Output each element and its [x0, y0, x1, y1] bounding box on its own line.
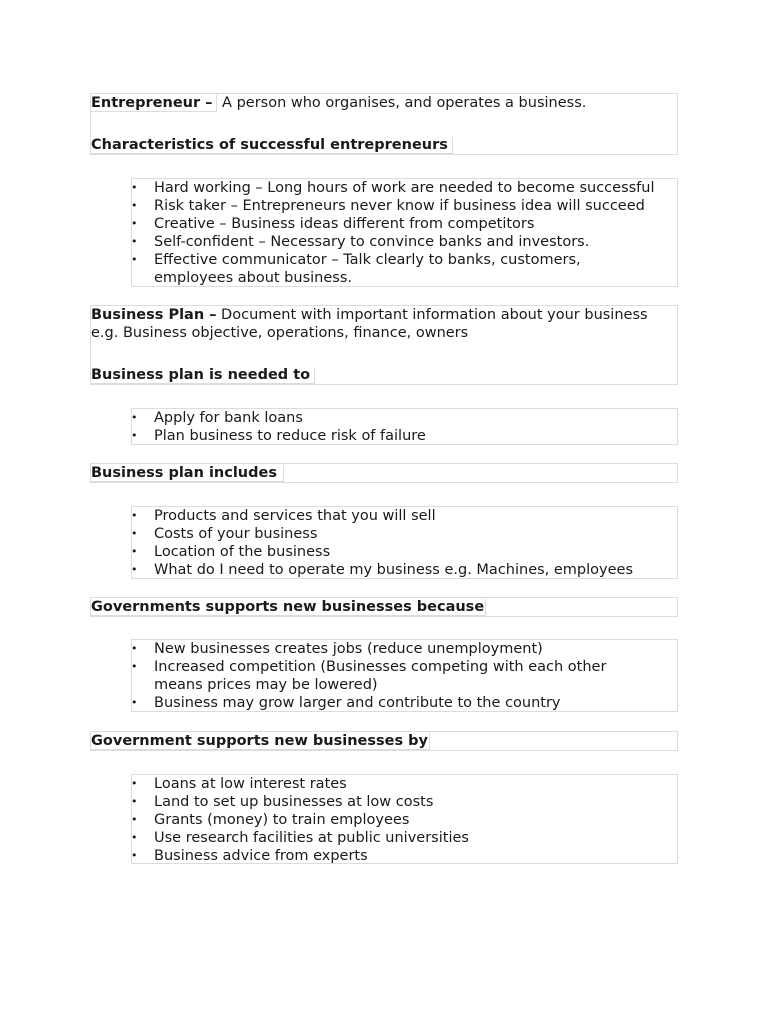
business-plan-needed-heading-text: Business plan is needed to [91, 367, 315, 384]
list-item: • Land to set up businesses at low costs [131, 793, 677, 811]
list-item: • Increased competition (Businesses competing with each other means prices may be lowered) [131, 658, 654, 694]
list-item: • Self-confident – Necessary to convince banks and investors. [131, 233, 677, 251]
list-item: • Business advice from experts [131, 847, 677, 865]
includes-list [131, 507, 677, 579]
characteristics-list [131, 179, 677, 287]
includes-heading-text: Business plan includes [91, 465, 284, 482]
gov-because-list [131, 640, 677, 712]
gov-by-heading-text: Government supports new businesses by [91, 733, 428, 749]
business-plan-definition [91, 306, 676, 342]
entrepreneur-definition: A person who organises, and operates a business. [217, 95, 587, 111]
characteristics-heading [91, 136, 453, 154]
list-item: • Location of the business [131, 543, 677, 561]
list-item: • Creative – Business ideas different from competitors [131, 215, 677, 233]
business-plan-definition-text: Document with important information about your business e.g. Business objective, operations, finance, owners [91, 307, 648, 341]
entrepreneur-term: Entrepreneur – [91, 95, 217, 112]
list-item: • Apply for bank loans [131, 409, 677, 427]
list-item: • Products and services that you will sell [131, 507, 677, 525]
characteristics-heading-text: Characteristics of successful entrepreneurs [91, 137, 453, 154]
list-item: • Loans at low interest rates [131, 775, 677, 793]
business-plan-needed-heading [91, 366, 315, 384]
list-item: • What do I need to operate my business e.g. Machines, employees [131, 561, 677, 579]
list-item: • Business may grow larger and contribute to the country [131, 694, 677, 712]
list-item: • New businesses creates jobs (reduce unemployment) [131, 640, 677, 658]
list-item: • Effective communicator – Talk clearly to banks, customers, employees about business. [131, 251, 614, 287]
gov-because-heading [91, 598, 486, 616]
entrepreneur-definition-line [91, 94, 586, 112]
list-item: • Hard working – Long hours of work are needed to become successful [131, 179, 677, 197]
business-plan-term: Business Plan – [91, 307, 217, 323]
list-item: • Risk taker – Entrepreneurs never know if business idea will succeed [131, 197, 677, 215]
includes-heading [91, 464, 284, 482]
gov-because-heading-text: Governments supports new businesses because [91, 599, 485, 615]
needed-list [131, 409, 677, 445]
list-item: • Plan business to reduce risk of failure [131, 427, 677, 445]
list-item: • Use research facilities at public universities [131, 829, 677, 847]
gov-by-list [131, 775, 677, 865]
gov-by-heading [91, 732, 430, 750]
list-item: • Grants (money) to train employees [131, 811, 677, 829]
list-item: • Costs of your business [131, 525, 677, 543]
